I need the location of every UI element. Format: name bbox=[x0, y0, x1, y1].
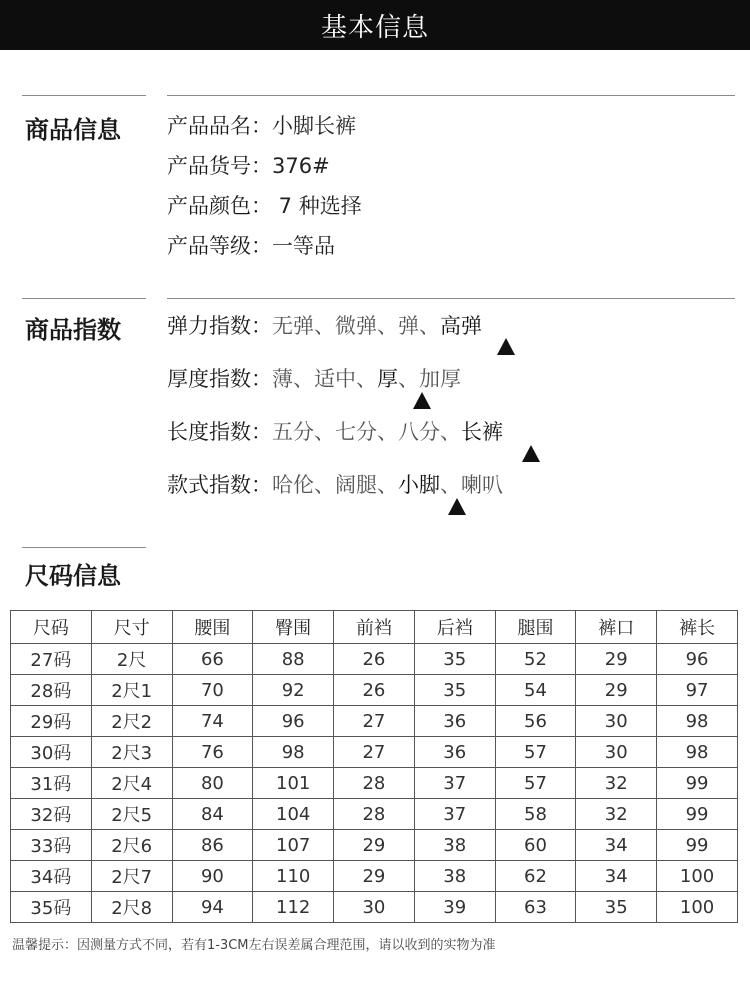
size-table bbox=[10, 610, 738, 923]
section-rule-size-info bbox=[22, 547, 146, 548]
index-row-length bbox=[167, 416, 503, 446]
index-row-elasticity bbox=[167, 310, 482, 340]
table-row bbox=[11, 737, 738, 768]
table-cell: 27 bbox=[334, 737, 415, 768]
table-cell: 38 bbox=[414, 861, 495, 892]
table-row bbox=[11, 861, 738, 892]
table-row bbox=[11, 644, 738, 675]
section-title-product-index: 商品指数 bbox=[25, 316, 121, 344]
section-rule-product-info-long bbox=[167, 95, 735, 96]
table-row bbox=[11, 706, 738, 737]
index-selected: 高弹 bbox=[440, 314, 482, 338]
col-header: 臀围 bbox=[253, 611, 334, 644]
table-cell: 30 bbox=[334, 892, 415, 923]
index-label: 长度指数： bbox=[167, 420, 272, 444]
index-row-thickness bbox=[167, 363, 461, 393]
table-cell: 35 bbox=[414, 675, 495, 706]
table-cell: 2尺1 bbox=[91, 675, 172, 706]
index-label: 款式指数： bbox=[167, 473, 272, 497]
col-header: 腿围 bbox=[495, 611, 576, 644]
section-rule-product-index-long bbox=[167, 298, 735, 299]
table-cell: 34 bbox=[576, 861, 657, 892]
table-cell: 34 bbox=[576, 830, 657, 861]
index-selected: 小脚 bbox=[398, 473, 440, 497]
col-header: 尺码 bbox=[11, 611, 92, 644]
table-row bbox=[11, 830, 738, 861]
col-header: 腰围 bbox=[172, 611, 253, 644]
info-label: 产品货号： bbox=[167, 154, 272, 178]
table-cell: 57 bbox=[495, 737, 576, 768]
table-cell: 36 bbox=[414, 706, 495, 737]
table-cell: 110 bbox=[253, 861, 334, 892]
table-row bbox=[11, 799, 738, 830]
size-table-body bbox=[11, 644, 738, 923]
table-cell: 54 bbox=[495, 675, 576, 706]
table-cell: 2尺 bbox=[91, 644, 172, 675]
col-header: 前裆 bbox=[334, 611, 415, 644]
size-table-header-row bbox=[11, 611, 738, 644]
info-line-color bbox=[167, 190, 362, 220]
table-cell: 60 bbox=[495, 830, 576, 861]
info-value: 小脚长裤 bbox=[272, 114, 356, 138]
table-cell: 37 bbox=[414, 768, 495, 799]
info-line-sku bbox=[167, 150, 330, 180]
table-cell: 28 bbox=[334, 768, 415, 799]
info-label: 产品颜色： bbox=[167, 194, 272, 218]
index-options: 无弹、微弹、弹、 bbox=[272, 314, 440, 338]
selected-marker-icon bbox=[413, 392, 431, 409]
index-selected: 长裤 bbox=[461, 420, 503, 444]
table-cell: 2尺8 bbox=[91, 892, 172, 923]
info-label: 产品品名： bbox=[167, 114, 272, 138]
table-cell: 31码 bbox=[11, 768, 92, 799]
col-header: 后裆 bbox=[414, 611, 495, 644]
table-cell: 36 bbox=[414, 737, 495, 768]
table-cell: 100 bbox=[657, 861, 738, 892]
index-label: 厚度指数： bbox=[167, 367, 272, 391]
info-label: 产品等级： bbox=[167, 234, 272, 258]
table-cell: 30 bbox=[576, 737, 657, 768]
table-cell: 30 bbox=[576, 706, 657, 737]
table-cell: 52 bbox=[495, 644, 576, 675]
table-cell: 35 bbox=[414, 644, 495, 675]
header-banner bbox=[0, 0, 750, 50]
table-cell: 101 bbox=[253, 768, 334, 799]
measurement-note: 温馨提示：因测量方式不同，若有1-3CM左右误差属合理范围，请以收到的实物为准 bbox=[12, 938, 496, 953]
section-title-product-info: 商品信息 bbox=[25, 116, 121, 144]
selected-marker-icon bbox=[522, 445, 540, 462]
col-header: 裤长 bbox=[657, 611, 738, 644]
table-cell: 32码 bbox=[11, 799, 92, 830]
table-cell: 57 bbox=[495, 768, 576, 799]
col-header: 尺寸 bbox=[91, 611, 172, 644]
table-cell: 32 bbox=[576, 768, 657, 799]
table-cell: 98 bbox=[657, 737, 738, 768]
table-cell: 34码 bbox=[11, 861, 92, 892]
table-cell: 38 bbox=[414, 830, 495, 861]
table-cell: 92 bbox=[253, 675, 334, 706]
table-cell: 27 bbox=[334, 706, 415, 737]
table-cell: 94 bbox=[172, 892, 253, 923]
info-line-grade bbox=[167, 230, 335, 260]
table-cell: 32 bbox=[576, 799, 657, 830]
index-options-after: 、加厚 bbox=[398, 367, 461, 391]
banner-title: 基本信息 bbox=[320, 12, 429, 43]
table-cell: 66 bbox=[172, 644, 253, 675]
index-row-style bbox=[167, 469, 503, 499]
table-cell: 88 bbox=[253, 644, 334, 675]
selected-marker-icon bbox=[448, 498, 466, 515]
info-line-name bbox=[167, 110, 356, 140]
table-cell: 107 bbox=[253, 830, 334, 861]
table-cell: 70 bbox=[172, 675, 253, 706]
table-cell: 98 bbox=[253, 737, 334, 768]
table-cell: 104 bbox=[253, 799, 334, 830]
table-cell: 35码 bbox=[11, 892, 92, 923]
table-cell: 63 bbox=[495, 892, 576, 923]
table-cell: 2尺2 bbox=[91, 706, 172, 737]
table-cell: 30码 bbox=[11, 737, 92, 768]
table-cell: 26 bbox=[334, 644, 415, 675]
table-cell: 2尺5 bbox=[91, 799, 172, 830]
table-cell: 80 bbox=[172, 768, 253, 799]
index-options: 五分、七分、八分、 bbox=[272, 420, 461, 444]
table-cell: 86 bbox=[172, 830, 253, 861]
table-cell: 56 bbox=[495, 706, 576, 737]
table-cell: 2尺6 bbox=[91, 830, 172, 861]
table-cell: 84 bbox=[172, 799, 253, 830]
table-cell: 96 bbox=[657, 644, 738, 675]
table-cell: 39 bbox=[414, 892, 495, 923]
table-cell: 29码 bbox=[11, 706, 92, 737]
table-cell: 26 bbox=[334, 675, 415, 706]
info-value: 376# bbox=[272, 154, 330, 178]
table-cell: 58 bbox=[495, 799, 576, 830]
table-cell: 37 bbox=[414, 799, 495, 830]
index-options-after: 、喇叭 bbox=[440, 473, 503, 497]
section-rule-product-info bbox=[22, 95, 146, 96]
table-cell: 29 bbox=[334, 830, 415, 861]
table-cell: 2尺7 bbox=[91, 861, 172, 892]
info-value: 一等品 bbox=[272, 234, 335, 258]
table-cell: 62 bbox=[495, 861, 576, 892]
table-cell: 29 bbox=[576, 675, 657, 706]
table-row bbox=[11, 768, 738, 799]
table-cell: 112 bbox=[253, 892, 334, 923]
table-cell: 28码 bbox=[11, 675, 92, 706]
table-row bbox=[11, 892, 738, 923]
index-label: 弹力指数： bbox=[167, 314, 272, 338]
info-value: 7 种选择 bbox=[272, 194, 362, 218]
table-cell: 76 bbox=[172, 737, 253, 768]
table-cell: 33码 bbox=[11, 830, 92, 861]
table-row bbox=[11, 675, 738, 706]
table-cell: 2尺3 bbox=[91, 737, 172, 768]
table-cell: 74 bbox=[172, 706, 253, 737]
table-cell: 28 bbox=[334, 799, 415, 830]
table-cell: 29 bbox=[334, 861, 415, 892]
table-cell: 35 bbox=[576, 892, 657, 923]
table-cell: 27码 bbox=[11, 644, 92, 675]
table-cell: 2尺4 bbox=[91, 768, 172, 799]
index-options: 薄、适中、 bbox=[272, 367, 377, 391]
table-cell: 97 bbox=[657, 675, 738, 706]
table-cell: 100 bbox=[657, 892, 738, 923]
section-title-size-info: 尺码信息 bbox=[25, 562, 121, 590]
table-cell: 96 bbox=[253, 706, 334, 737]
table-cell: 29 bbox=[576, 644, 657, 675]
table-cell: 90 bbox=[172, 861, 253, 892]
table-cell: 99 bbox=[657, 768, 738, 799]
index-selected: 厚 bbox=[377, 367, 398, 391]
selected-marker-icon bbox=[497, 338, 515, 355]
table-cell: 99 bbox=[657, 799, 738, 830]
index-options: 哈伦、阔腿、 bbox=[272, 473, 398, 497]
section-rule-product-index bbox=[22, 298, 146, 299]
table-cell: 99 bbox=[657, 830, 738, 861]
col-header: 裤口 bbox=[576, 611, 657, 644]
table-cell: 98 bbox=[657, 706, 738, 737]
